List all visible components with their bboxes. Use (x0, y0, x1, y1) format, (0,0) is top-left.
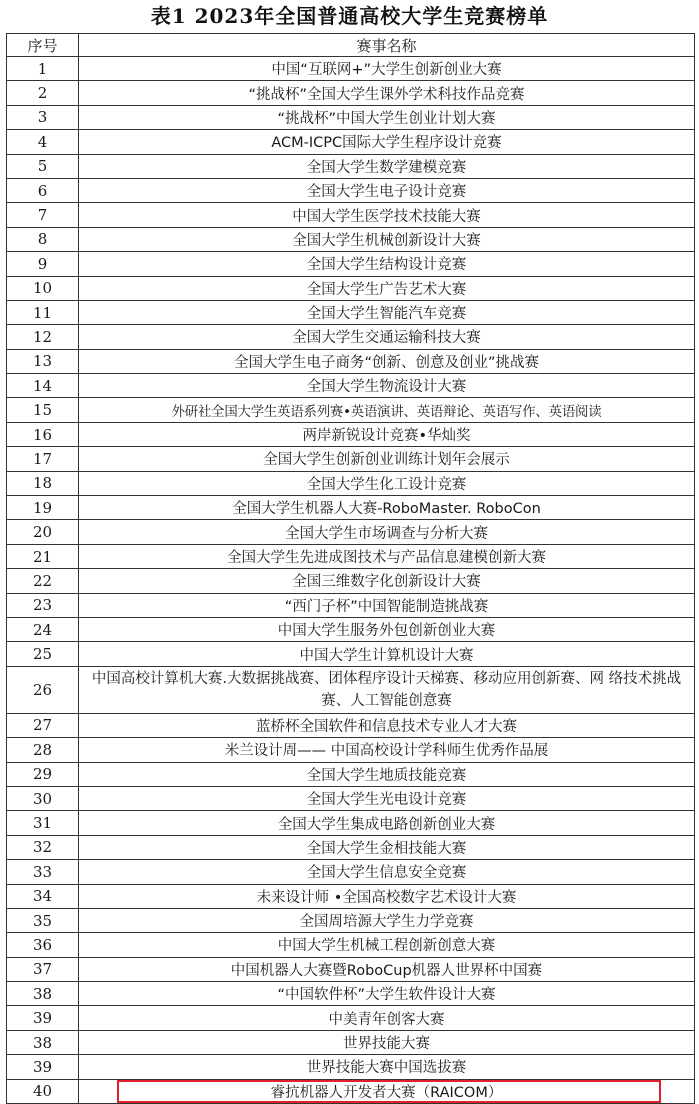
table-row (7, 593, 695, 617)
table-row (7, 57, 695, 81)
row-number: 28 (7, 738, 79, 762)
table-row (7, 884, 695, 908)
table-row (7, 1055, 695, 1079)
competition-name: ACM-ICPC国际大学生程序设计竞赛 (79, 130, 695, 154)
competition-name: “挑战杯”中国大学生创业计划大赛 (79, 105, 695, 129)
table-row (7, 617, 695, 641)
competition-name: 全国大学生机器人大赛-RoboMaster. RoboCon (79, 496, 695, 520)
competition-name: 全国大学生智能汽车竞赛 (79, 300, 695, 324)
row-number: 21 (7, 544, 79, 568)
row-number: 19 (7, 496, 79, 520)
competition-name: 蓝桥杯全国软件和信息技术专业人才大赛 (79, 713, 695, 737)
row-number: 10 (7, 276, 79, 300)
competition-name: 全国大学生物流设计大赛 (79, 374, 695, 398)
table-row (7, 1079, 695, 1103)
competition-name: “挑战杯”全国大学生课外学术科技作品竞赛 (79, 81, 695, 105)
table-row (7, 130, 695, 154)
table-row (7, 835, 695, 859)
table-header-row (7, 34, 695, 57)
competition-name: 全国大学生光电设计竞赛 (79, 786, 695, 810)
table-row (7, 908, 695, 932)
table-row (7, 738, 695, 762)
table-row (7, 1006, 695, 1030)
row-number: 38 (7, 982, 79, 1006)
row-number: 23 (7, 593, 79, 617)
table-row (7, 252, 695, 276)
row-number: 16 (7, 422, 79, 446)
competition-name: 全国大学生电子设计竞赛 (79, 178, 695, 202)
table-body (7, 57, 695, 1104)
row-number: 2 (7, 81, 79, 105)
row-number: 29 (7, 762, 79, 786)
competition-name: 全国大学生电子商务“创新、创意及创业”挑战赛 (79, 349, 695, 373)
row-number: 15 (7, 398, 79, 422)
row-number: 5 (7, 154, 79, 178)
row-number: 17 (7, 447, 79, 471)
table-row (7, 569, 695, 593)
table-row (7, 325, 695, 349)
competition-name: 中国大学生医学技术技能大赛 (79, 203, 695, 227)
column-header-no: 序号 (7, 34, 79, 57)
row-number: 37 (7, 957, 79, 981)
competition-name: “中国软件杯”大学生软件设计大赛 (79, 982, 695, 1006)
competition-name: 全国大学生市场调查与分析大赛 (79, 520, 695, 544)
row-number: 8 (7, 227, 79, 251)
table-row (7, 81, 695, 105)
row-number: 6 (7, 178, 79, 202)
row-number: 31 (7, 811, 79, 835)
row-number: 12 (7, 325, 79, 349)
table-row (7, 1030, 695, 1054)
table-row (7, 105, 695, 129)
table-row (7, 642, 695, 666)
table-row (7, 860, 695, 884)
competition-name: 中国高校计算机大赛.大数据挑战赛、团体程序设计天梯赛、移动应用创新赛、网 络技术挑战赛、人工智能创意赛 (79, 666, 695, 713)
row-number: 39 (7, 1055, 79, 1079)
row-number: 20 (7, 520, 79, 544)
competition-name: 中国大学生计算机设计大赛 (79, 642, 695, 666)
competition-name: 中国大学生服务外包创新创业大赛 (79, 617, 695, 641)
table-row (7, 300, 695, 324)
row-number: 9 (7, 252, 79, 276)
table-row (7, 666, 695, 713)
table-title: 表1 2023年全国普通高校大学生竞赛榜单 (150, 4, 549, 28)
table-row (7, 471, 695, 495)
competition-name: 中美青年创客大赛 (79, 1006, 695, 1030)
row-number: 35 (7, 908, 79, 932)
competition-name: 全国大学生机械创新设计大赛 (79, 227, 695, 251)
table-row (7, 374, 695, 398)
table-row (7, 178, 695, 202)
competition-name: 中国“互联网+”大学生创新创业大赛 (79, 57, 695, 81)
competition-name: 全国大学生创新创业训练计划年会展示 (79, 447, 695, 471)
row-number: 39 (7, 1006, 79, 1030)
row-number: 13 (7, 349, 79, 373)
row-number: 24 (7, 617, 79, 641)
table-row (7, 713, 695, 737)
competition-name: 全国三维数字化创新设计大赛 (79, 569, 695, 593)
row-number: 40 (7, 1079, 79, 1103)
competition-name: 全国大学生地质技能竞赛 (79, 762, 695, 786)
competition-name: 全国大学生结构设计竞赛 (79, 252, 695, 276)
competition-name: “西门子杯”中国智能制造挑战赛 (79, 593, 695, 617)
table-row (7, 786, 695, 810)
table-row (7, 398, 695, 422)
row-number: 18 (7, 471, 79, 495)
table-row (7, 811, 695, 835)
competition-name: 全国大学生广告艺术大赛 (79, 276, 695, 300)
competition-name: 世界技能大赛中国选拔赛 (79, 1055, 695, 1079)
competition-name: 全国大学生化工设计竞赛 (79, 471, 695, 495)
row-number: 32 (7, 835, 79, 859)
competition-name: 中国大学生机械工程创新创意大赛 (79, 933, 695, 957)
table-row (7, 447, 695, 471)
competition-name: 全国大学生信息安全竞赛 (79, 860, 695, 884)
competition-name: 未来设计师 •全国高校数字艺术设计大赛 (79, 884, 695, 908)
row-number: 34 (7, 884, 79, 908)
row-number: 25 (7, 642, 79, 666)
row-number: 7 (7, 203, 79, 227)
competition-name: 米兰设计周—— 中国高校设计学科师生优秀作品展 (79, 738, 695, 762)
table-row (7, 762, 695, 786)
row-number: 4 (7, 130, 79, 154)
row-number: 27 (7, 713, 79, 737)
competition-name: 世界技能大赛 (79, 1030, 695, 1054)
table-row (7, 422, 695, 446)
table-row (7, 349, 695, 373)
table-row (7, 203, 695, 227)
competition-name: 全国大学生先进成图技术与产品信息建模创新大赛 (79, 544, 695, 568)
row-number: 1 (7, 57, 79, 81)
row-number: 38 (7, 1030, 79, 1054)
table-row (7, 227, 695, 251)
row-number: 22 (7, 569, 79, 593)
table-row (7, 957, 695, 981)
row-number: 36 (7, 933, 79, 957)
competition-table (6, 33, 695, 1104)
column-header-name: 赛事名称 (79, 34, 695, 57)
table-row (7, 933, 695, 957)
row-number: 26 (7, 666, 79, 713)
row-number: 3 (7, 105, 79, 129)
competition-name: 全国大学生数学建模竞赛 (79, 154, 695, 178)
competition-name: 中国机器人大赛暨RoboCup机器人世界杯中国赛 (79, 957, 695, 981)
table-row (7, 982, 695, 1006)
competition-name: 睿抗机器人开发者大赛（RAICOM） (79, 1079, 695, 1103)
table-row (7, 276, 695, 300)
competition-name: 全国周培源大学生力学竞赛 (79, 908, 695, 932)
row-number: 30 (7, 786, 79, 810)
table-row (7, 544, 695, 568)
competition-name: 全国大学生交通运输科技大赛 (79, 325, 695, 349)
competition-name: 两岸新锐设计竞赛•华灿奖 (79, 422, 695, 446)
row-number: 14 (7, 374, 79, 398)
row-number: 11 (7, 300, 79, 324)
table-row (7, 154, 695, 178)
competition-name: 全国大学生集成电路创新创业大赛 (79, 811, 695, 835)
row-number: 33 (7, 860, 79, 884)
competition-name: 全国大学生金相技能大赛 (79, 835, 695, 859)
table-row (7, 520, 695, 544)
competition-name: 外研社全国大学生英语系列赛•英语演讲、英语辩论、英语写作、英语阅读 (79, 398, 695, 422)
table-row (7, 496, 695, 520)
